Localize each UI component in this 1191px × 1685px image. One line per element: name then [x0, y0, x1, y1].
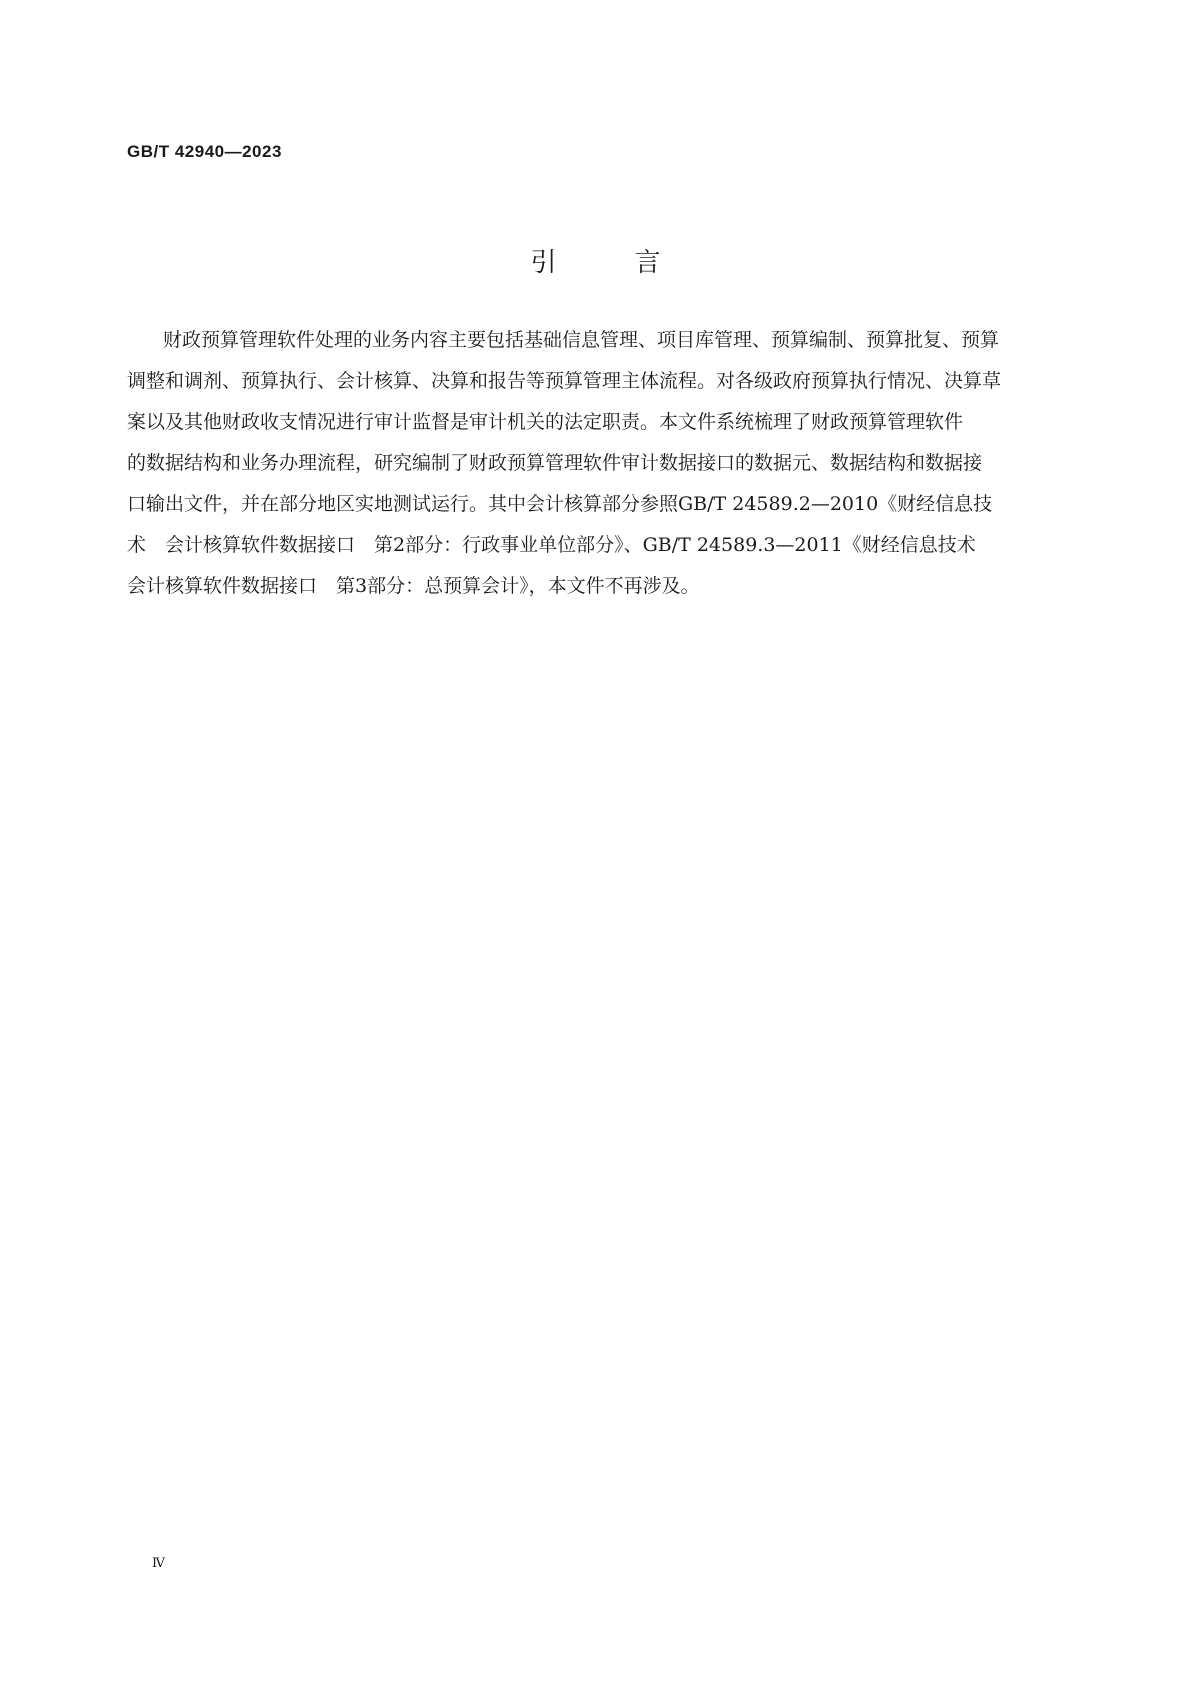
- standard-code-header: GB/T 42940—2023: [127, 142, 282, 161]
- paragraph-line-7: 会计核算软件数据接口 第3部分：总预算会计》，本文件不再涉及。: [127, 575, 700, 597]
- section-heading: 引 言: [530, 248, 661, 278]
- paragraph-line-6: 术 会计核算软件数据接口 第2部分：行政事业单位部分》、GB/T 24589.3—2011《财经信息技术: [127, 534, 976, 556]
- page-number: Ⅳ: [152, 1556, 165, 1571]
- paragraph-line-4: 的数据结构和业务办理流程，研究编制了财政预算管理软件审计数据接口的数据元、数据结构和数据接: [127, 452, 983, 474]
- paragraph-line-2: 调整和调剂、预算执行、会计核算、决算和报告等预算管理主体流程。对各级政府预算执行情况、决算草: [127, 370, 1002, 392]
- paragraph-line-3: 案以及其他财政收支情况进行审计监督是审计机关的法定职责。本文件系统梳理了财政预算管理软件: [127, 411, 964, 433]
- paragraph-line-1: 财政预算管理软件处理的业务内容主要包括基础信息管理、项目库管理、预算编制、预算批复、预算: [163, 329, 1000, 351]
- paragraph-line-5: 口输出文件，并在部分地区实地测试运行。其中会计核算部分参照GB/T 24589.2—2010《财经信息技: [127, 493, 993, 515]
